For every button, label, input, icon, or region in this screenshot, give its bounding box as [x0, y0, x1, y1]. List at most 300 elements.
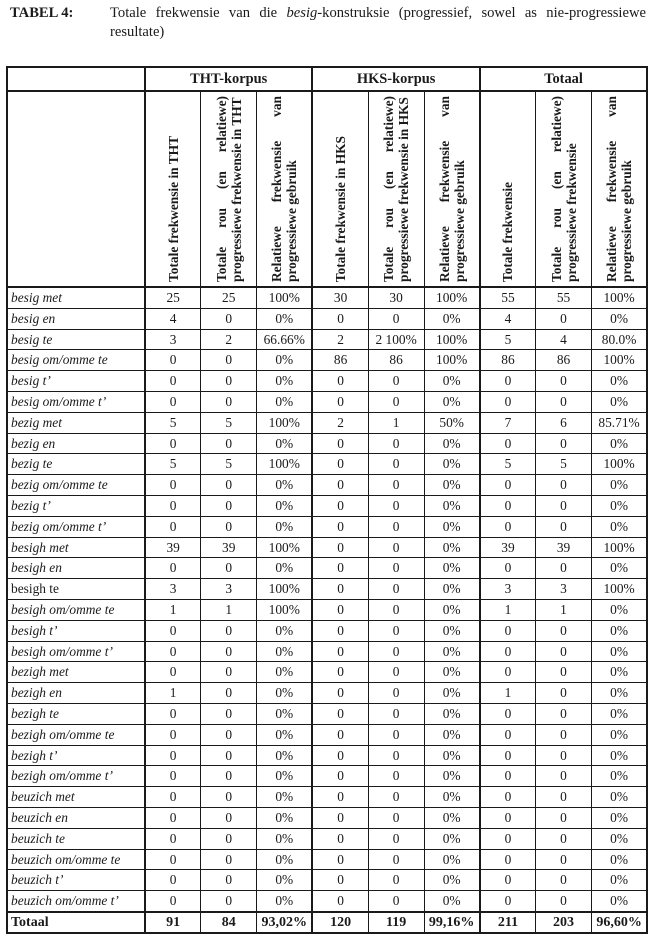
table-cell: 0	[536, 787, 592, 808]
table-cell: 2	[312, 329, 368, 350]
table-cell: 3	[145, 579, 201, 600]
table-cell: 0%	[257, 683, 313, 704]
table-cell: 4	[480, 308, 536, 329]
table-cell: 0	[201, 828, 257, 849]
row-label: beuzich en	[7, 807, 145, 828]
table-cell: 93,02%	[257, 912, 313, 933]
table-cell: 0	[536, 371, 592, 392]
table-row	[7, 537, 647, 558]
row-label: beuzich om/omme te	[7, 849, 145, 870]
table-cell: 0%	[424, 870, 480, 891]
table-row	[7, 724, 647, 745]
table-cell: 0%	[591, 308, 647, 329]
table-cell: 100%	[591, 350, 647, 371]
table-cell: 0	[312, 849, 368, 870]
table-cell: 0	[368, 745, 424, 766]
table-cell: 0	[201, 724, 257, 745]
row-label: bezig t’	[7, 495, 145, 516]
table-cell: 0%	[424, 620, 480, 641]
table-cell: 0	[536, 766, 592, 787]
table-cell: 0%	[591, 787, 647, 808]
row-label-header	[7, 91, 145, 287]
column-header: Relatiewe frekwensie van progressiewe gebruik	[591, 91, 647, 287]
table-cell: 25	[201, 287, 257, 308]
table-cell: 0	[312, 516, 368, 537]
table-cell: 1	[480, 599, 536, 620]
table-cell: 0	[368, 579, 424, 600]
table-cell: 1	[480, 683, 536, 704]
table-cell: 0%	[424, 828, 480, 849]
table-row	[7, 287, 647, 308]
table-cell: 0	[312, 537, 368, 558]
table-cell: 86	[368, 350, 424, 371]
table-cell: 0%	[257, 724, 313, 745]
table-cell: 100%	[424, 350, 480, 371]
table-cell: 0	[480, 433, 536, 454]
table-cell: 0	[536, 828, 592, 849]
row-label: bezigh om/omme te	[7, 724, 145, 745]
table-cell: 0	[480, 745, 536, 766]
group-header-totaal: Totaal	[480, 67, 647, 91]
corner-cell	[7, 67, 145, 91]
table-cell: 0	[312, 391, 368, 412]
table-cell: 0	[201, 787, 257, 808]
table-cell: 5	[480, 329, 536, 350]
table-cell: 0	[201, 308, 257, 329]
row-label: beuzich te	[7, 828, 145, 849]
table-cell: 5	[536, 454, 592, 475]
table-cell: 100%	[591, 287, 647, 308]
table-cell: 1	[368, 412, 424, 433]
table-cell: 0	[312, 683, 368, 704]
table-cell: 0%	[257, 495, 313, 516]
table-cell: 0%	[424, 849, 480, 870]
table-cell: 0%	[591, 849, 647, 870]
table-cell: 55	[480, 287, 536, 308]
table-cell: 5	[201, 412, 257, 433]
table-cell: 0%	[591, 828, 647, 849]
table-cell: 91	[145, 912, 201, 933]
table-cell: 0	[201, 891, 257, 912]
table-cell: 39	[145, 537, 201, 558]
table-cell: 0%	[591, 495, 647, 516]
table-cell: 0	[145, 766, 201, 787]
table-cell: 0	[480, 391, 536, 412]
table-cell: 0	[145, 558, 201, 579]
table-cell: 86	[480, 350, 536, 371]
table-cell: 0%	[424, 454, 480, 475]
table-cell: 2	[312, 412, 368, 433]
table-row	[7, 828, 647, 849]
table-cell: 0	[368, 766, 424, 787]
table-body	[7, 287, 647, 933]
table-row	[7, 662, 647, 683]
table-cell: 0	[312, 620, 368, 641]
table-cell: 100%	[591, 454, 647, 475]
column-header: Relatiewe frekwensie van progressiewe gebruik	[257, 91, 313, 287]
table-cell: 0%	[257, 766, 313, 787]
table-cell: 2 100%	[368, 329, 424, 350]
table-cell: 0	[145, 703, 201, 724]
total-row	[7, 912, 647, 933]
table-cell: 0	[312, 308, 368, 329]
table-cell: 0	[536, 891, 592, 912]
table-cell: 6	[536, 412, 592, 433]
table-cell: 1	[145, 683, 201, 704]
table-title	[110, 4, 646, 42]
row-label: besigh om/omme t’	[7, 641, 145, 662]
table-cell: 0	[480, 807, 536, 828]
table-cell: 0	[536, 807, 592, 828]
table-cell: 0	[201, 683, 257, 704]
table-row	[7, 371, 647, 392]
table-cell: 0%	[257, 662, 313, 683]
table-cell: 0	[368, 683, 424, 704]
table-cell: 0	[368, 849, 424, 870]
row-label: besig om/omme te	[7, 350, 145, 371]
table-cell: 0	[368, 620, 424, 641]
table-cell: 66.66%	[257, 329, 313, 350]
column-header: Totale frekwensie in HKS	[312, 91, 368, 287]
title-text-start: Totale frekwensie van die	[110, 5, 287, 21]
table-cell: 0%	[424, 683, 480, 704]
table-cell: 0%	[257, 516, 313, 537]
table-row	[7, 579, 647, 600]
table-cell: 0	[145, 807, 201, 828]
table-row	[7, 412, 647, 433]
table-cell: 1	[536, 599, 592, 620]
table-cell: 0%	[424, 787, 480, 808]
table-cell: 0	[368, 807, 424, 828]
title-text-italic: besig	[286, 5, 318, 21]
table-cell: 0	[312, 558, 368, 579]
table-row	[7, 454, 647, 475]
table-row	[7, 703, 647, 724]
table-cell: 0	[312, 475, 368, 496]
table-cell: 0%	[257, 391, 313, 412]
table-cell: 0	[536, 495, 592, 516]
table-cell: 100%	[257, 579, 313, 600]
row-label: besig en	[7, 308, 145, 329]
table-cell: 84	[201, 912, 257, 933]
row-label: bezigh om/omme t’	[7, 766, 145, 787]
table-cell: 0	[368, 891, 424, 912]
table-cell: 0	[145, 787, 201, 808]
table-cell: 0	[145, 891, 201, 912]
table-cell: 0	[145, 495, 201, 516]
table-cell: 0	[368, 558, 424, 579]
table-cell: 39	[480, 537, 536, 558]
table-cell: 0%	[257, 641, 313, 662]
table-cell: 0	[201, 745, 257, 766]
table-cell: 0	[145, 662, 201, 683]
row-label: beuzich met	[7, 787, 145, 808]
table-cell: 0%	[591, 807, 647, 828]
column-header: Relatiewe frekwensie van progressiewe gebruik	[424, 91, 480, 287]
table-cell: 0	[312, 807, 368, 828]
table-cell: 0%	[257, 807, 313, 828]
table-cell: 0	[145, 350, 201, 371]
group-header-row	[7, 67, 647, 91]
table-cell: 0	[145, 620, 201, 641]
table-cell: 0%	[257, 849, 313, 870]
table-cell: 0	[145, 433, 201, 454]
table-cell: 0	[536, 641, 592, 662]
table-cell: 3	[145, 329, 201, 350]
table-row	[7, 807, 647, 828]
table-cell: 99,16%	[424, 912, 480, 933]
table-cell: 0	[368, 516, 424, 537]
table-cell: 0	[368, 475, 424, 496]
table-cell: 0%	[591, 371, 647, 392]
table-cell: 0	[145, 391, 201, 412]
table-cell: 7	[480, 412, 536, 433]
table-cell: 0	[536, 391, 592, 412]
table-cell: 0%	[257, 828, 313, 849]
table-cell: 100%	[591, 579, 647, 600]
table-cell: 0%	[424, 599, 480, 620]
table-cell: 0	[368, 391, 424, 412]
table-cell: 0%	[591, 870, 647, 891]
table-cell: 5	[145, 412, 201, 433]
table-cell: 0%	[591, 641, 647, 662]
table-cell: 0%	[591, 433, 647, 454]
table-cell: 80.0%	[591, 329, 647, 350]
table-cell: 0	[312, 745, 368, 766]
table-cell: 0	[480, 724, 536, 745]
table-cell: 0	[145, 745, 201, 766]
table-cell: 0	[312, 433, 368, 454]
table-cell: 0	[145, 641, 201, 662]
table-cell: 0	[312, 371, 368, 392]
table-row	[7, 787, 647, 808]
table-row	[7, 641, 647, 662]
table-cell: 85.71%	[591, 412, 647, 433]
table-cell: 0	[312, 495, 368, 516]
table-cell: 0	[312, 703, 368, 724]
table-cell: 0%	[257, 891, 313, 912]
table-cell: 30	[312, 287, 368, 308]
table-cell: 50%	[424, 412, 480, 433]
table-cell: 0%	[424, 495, 480, 516]
row-label: besig om/omme t’	[7, 391, 145, 412]
table-cell: 0%	[424, 662, 480, 683]
table-cell: 0	[368, 599, 424, 620]
table-cell: 4	[145, 308, 201, 329]
table-cell: 0	[201, 391, 257, 412]
row-label: besigh en	[7, 558, 145, 579]
table-cell: 0%	[591, 703, 647, 724]
table-cell: 0%	[257, 620, 313, 641]
table-cell: 0	[201, 350, 257, 371]
table-cell: 0%	[424, 516, 480, 537]
table-cell: 0%	[424, 391, 480, 412]
row-label: bezigh te	[7, 703, 145, 724]
column-header: Totale frekwensie	[480, 91, 536, 287]
row-label: Totaal	[7, 912, 145, 933]
table-cell: 30	[368, 287, 424, 308]
column-header: Totale rou (en relatiewe) progressiewe frekwensie in HKS	[368, 91, 424, 287]
table-cell: 0	[480, 870, 536, 891]
table-cell: 100%	[257, 454, 313, 475]
table-cell: 0	[368, 433, 424, 454]
table-cell: 0%	[424, 745, 480, 766]
table-row	[7, 620, 647, 641]
table-cell: 2	[201, 329, 257, 350]
table-row	[7, 745, 647, 766]
table-cell: 0	[312, 828, 368, 849]
table-cell: 0	[201, 371, 257, 392]
table-cell: 0%	[591, 516, 647, 537]
table-row	[7, 433, 647, 454]
table-cell: 0%	[424, 433, 480, 454]
table-row	[7, 495, 647, 516]
table-cell: 3	[480, 579, 536, 600]
table-cell: 0%	[591, 724, 647, 745]
table-row	[7, 558, 647, 579]
table-cell: 0	[201, 703, 257, 724]
table-cell: 1	[145, 599, 201, 620]
table-cell: 0	[201, 641, 257, 662]
row-label: besigh t’	[7, 620, 145, 641]
title-text-end: -konstruksie (progressief, sowel as nie-progressiewe resultate)	[110, 5, 646, 40]
table-cell: 100%	[257, 412, 313, 433]
table-cell: 0%	[591, 620, 647, 641]
table-cell: 0	[368, 724, 424, 745]
table-number: TABEL 4:	[10, 5, 74, 21]
table-cell: 5	[145, 454, 201, 475]
table-cell: 0	[536, 662, 592, 683]
table-row	[7, 350, 647, 371]
table-cell: 0%	[257, 703, 313, 724]
table-cell: 0	[201, 495, 257, 516]
table-cell: 0%	[257, 350, 313, 371]
table-cell: 0	[480, 849, 536, 870]
table-cell: 0%	[424, 807, 480, 828]
table-cell: 0	[201, 558, 257, 579]
table-cell: 0	[480, 828, 536, 849]
table-cell: 100%	[591, 537, 647, 558]
table-cell: 0	[368, 454, 424, 475]
table-cell: 3	[536, 579, 592, 600]
table-cell: 0%	[257, 475, 313, 496]
table-cell: 0%	[591, 391, 647, 412]
row-label: besig t’	[7, 371, 145, 392]
table-cell: 0	[145, 371, 201, 392]
table-cell: 0	[312, 870, 368, 891]
table-row	[7, 849, 647, 870]
table-cell: 0%	[424, 724, 480, 745]
table-cell: 0%	[591, 475, 647, 496]
table-cell: 0	[312, 787, 368, 808]
table-cell: 39	[201, 537, 257, 558]
table-cell: 0	[480, 558, 536, 579]
table-cell: 0	[536, 745, 592, 766]
row-label: bezigh t’	[7, 745, 145, 766]
table-cell: 0	[145, 516, 201, 537]
table-cell: 0	[536, 849, 592, 870]
table-cell: 0	[480, 475, 536, 496]
table-row	[7, 475, 647, 496]
table-cell: 0	[368, 641, 424, 662]
table-cell: 0	[312, 454, 368, 475]
table-cell: 0	[312, 662, 368, 683]
table-cell: 0	[312, 579, 368, 600]
frequency-table	[6, 66, 648, 934]
table-row	[7, 683, 647, 704]
table-cell: 0	[145, 475, 201, 496]
table-cell: 0	[201, 433, 257, 454]
table-row	[7, 391, 647, 412]
table-cell: 211	[480, 912, 536, 933]
table-cell: 0%	[257, 558, 313, 579]
table-cell: 100%	[424, 287, 480, 308]
column-header: Totale frekwensie in THT	[145, 91, 201, 287]
table-cell: 0%	[424, 308, 480, 329]
table-cell: 0%	[591, 891, 647, 912]
table-cell: 0%	[591, 683, 647, 704]
table-cell: 0	[201, 620, 257, 641]
table-cell: 0	[312, 641, 368, 662]
table-cell: 25	[145, 287, 201, 308]
table-cell: 0	[201, 662, 257, 683]
table-cell: 5	[480, 454, 536, 475]
table-cell: 0	[312, 766, 368, 787]
table-cell: 0	[480, 495, 536, 516]
table-cell: 0%	[591, 558, 647, 579]
table-cell: 0	[201, 870, 257, 891]
table-cell: 100%	[257, 537, 313, 558]
table-cell: 0	[480, 641, 536, 662]
table-cell: 0%	[424, 891, 480, 912]
column-header-row	[7, 91, 647, 287]
table-cell: 0	[145, 849, 201, 870]
row-label: besigh te	[7, 579, 145, 600]
table-cell: 1	[201, 599, 257, 620]
table-cell: 0%	[424, 641, 480, 662]
table-cell: 0	[536, 308, 592, 329]
table-cell: 0%	[424, 537, 480, 558]
table-cell: 0	[368, 308, 424, 329]
column-header: Totale rou (en relatiewe) progressiewe frekwensie in THT	[201, 91, 257, 287]
table-row	[7, 516, 647, 537]
table-cell: 0	[368, 537, 424, 558]
table-cell: 0%	[257, 870, 313, 891]
table-cell: 0%	[591, 766, 647, 787]
table-cell: 0	[312, 724, 368, 745]
table-cell: 55	[536, 287, 592, 308]
table-cell: 119	[368, 912, 424, 933]
table-cell: 0	[368, 371, 424, 392]
table-row	[7, 329, 647, 350]
table-cell: 0%	[591, 662, 647, 683]
table-cell: 0	[480, 703, 536, 724]
row-label: bezig om/omme te	[7, 475, 145, 496]
table-cell: 203	[536, 912, 592, 933]
table-cell: 0	[312, 599, 368, 620]
table-cell: 4	[536, 329, 592, 350]
row-label: besigh met	[7, 537, 145, 558]
table-cell: 39	[536, 537, 592, 558]
table-cell: 0	[201, 766, 257, 787]
table-cell: 96,60%	[591, 912, 647, 933]
table-cell: 86	[312, 350, 368, 371]
table-cell: 0%	[257, 371, 313, 392]
table-cell: 0	[368, 703, 424, 724]
table-row	[7, 891, 647, 912]
table-cell: 0	[536, 475, 592, 496]
table-row	[7, 308, 647, 329]
